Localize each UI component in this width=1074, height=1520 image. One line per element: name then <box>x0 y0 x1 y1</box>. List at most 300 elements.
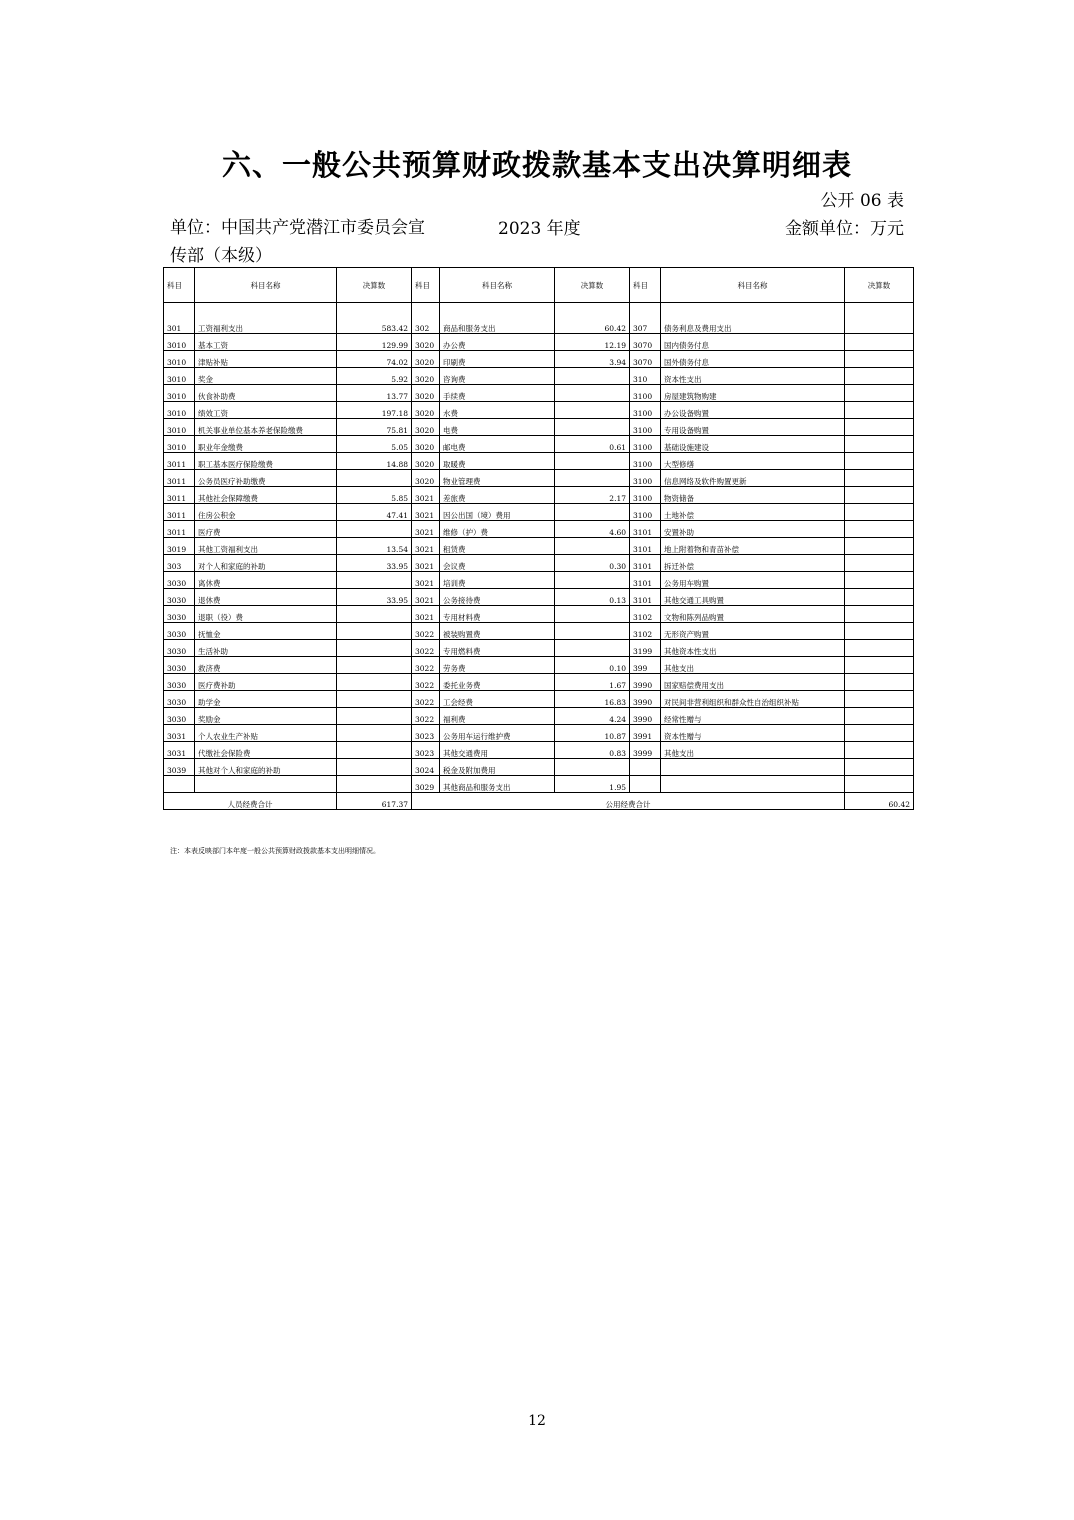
cell-value-3 <box>845 504 914 521</box>
cell-value-2 <box>555 504 630 521</box>
cell-code-2: 3020 <box>412 351 440 368</box>
cell-value-2: 0.30 <box>555 555 630 572</box>
cell-value-3 <box>845 742 914 759</box>
cell-code-1: 3019 <box>164 538 195 555</box>
cell-code-1: 3010 <box>164 419 195 436</box>
cell-code-2: 3024 <box>412 759 440 776</box>
cell-value-3 <box>845 538 914 555</box>
cell-code-2: 3020 <box>412 419 440 436</box>
cell-value-2 <box>555 453 630 470</box>
cell-value-2 <box>555 572 630 589</box>
table-row <box>164 572 914 589</box>
cell-value-3 <box>845 776 914 793</box>
cell-value-1: 5.85 <box>337 487 412 504</box>
cell-value-3 <box>845 521 914 538</box>
cell-code-3: 3100 <box>630 419 661 436</box>
cell-code-2: 3022 <box>412 674 440 691</box>
table-row <box>164 538 914 555</box>
table-row <box>164 708 914 725</box>
cell-name-3: 地上附着物和青苗补偿 <box>661 538 845 555</box>
cell-code-1: 3010 <box>164 368 195 385</box>
cell-code-3 <box>630 776 661 793</box>
cell-name-1: 住房公积金 <box>195 504 337 521</box>
cell-name-1: 救济费 <box>195 657 337 674</box>
cell-value-2 <box>555 385 630 402</box>
cell-name-2: 物业管理费 <box>440 470 555 487</box>
cell-name-2: 水费 <box>440 402 555 419</box>
cell-value-2 <box>555 402 630 419</box>
cell-code-3: 3100 <box>630 504 661 521</box>
table-row <box>164 759 914 776</box>
cell-value-3 <box>845 402 914 419</box>
table-row <box>164 504 914 521</box>
table-row <box>164 776 914 793</box>
cell-name-3: 国家赔偿费用支出 <box>661 674 845 691</box>
cell-value-2: 10.87 <box>555 725 630 742</box>
cell-code-3: 3101 <box>630 521 661 538</box>
cell-name-2: 福利费 <box>440 708 555 725</box>
cell-code-2: 3021 <box>412 521 440 538</box>
cell-value-2: 2.17 <box>555 487 630 504</box>
cell-name-1: 伙食补助费 <box>195 385 337 402</box>
cell-code-1: 303 <box>164 555 195 572</box>
table-header-row <box>164 268 914 303</box>
cell-code-2: 3020 <box>412 453 440 470</box>
cell-code-3: 307 <box>630 303 661 334</box>
cell-value-1 <box>337 674 412 691</box>
table-row <box>164 674 914 691</box>
cell-name-1: 奖金 <box>195 368 337 385</box>
cell-value-1 <box>337 640 412 657</box>
cell-name-3: 房屋建筑物购建 <box>661 385 845 402</box>
cell-value-3 <box>845 674 914 691</box>
cell-code-2: 3021 <box>412 504 440 521</box>
cell-code-3: 3102 <box>630 606 661 623</box>
header-value-1: 决算数 <box>337 268 412 303</box>
cell-code-3: 3100 <box>630 470 661 487</box>
cell-name-2: 差旅费 <box>440 487 555 504</box>
cell-code-3: 3990 <box>630 674 661 691</box>
table-row <box>164 351 914 368</box>
personnel-total-label: 人员经费合计 <box>164 793 337 810</box>
cell-code-3: 310 <box>630 368 661 385</box>
cell-name-3 <box>661 776 845 793</box>
cell-code-1: 3011 <box>164 453 195 470</box>
cell-name-1: 奖励金 <box>195 708 337 725</box>
cell-value-2 <box>555 470 630 487</box>
cell-code-3: 3101 <box>630 589 661 606</box>
header-code-3: 科目 <box>630 268 661 303</box>
cell-name-1: 工资福利支出 <box>195 303 337 334</box>
cell-code-1 <box>164 776 195 793</box>
table-row <box>164 368 914 385</box>
cell-name-1: 个人农业生产补贴 <box>195 725 337 742</box>
fiscal-year: 2023 年度 <box>498 219 581 239</box>
cell-code-1: 3031 <box>164 725 195 742</box>
cell-value-2: 4.24 <box>555 708 630 725</box>
cell-value-2: 0.10 <box>555 657 630 674</box>
cell-value-2: 4.60 <box>555 521 630 538</box>
cell-code-1: 3030 <box>164 708 195 725</box>
cell-code-1: 301 <box>164 303 195 334</box>
cell-value-2 <box>555 759 630 776</box>
cell-code-3 <box>630 759 661 776</box>
cell-name-2: 手续费 <box>440 385 555 402</box>
cell-value-3 <box>845 725 914 742</box>
unit-line-2: 传部（本级） <box>170 246 272 266</box>
cell-value-1 <box>337 776 412 793</box>
cell-code-2: 3023 <box>412 725 440 742</box>
table-row <box>164 589 914 606</box>
cell-name-2: 租赁费 <box>440 538 555 555</box>
cell-value-1 <box>337 759 412 776</box>
cell-code-1: 3031 <box>164 742 195 759</box>
cell-name-1: 退职（役）费 <box>195 606 337 623</box>
public-total-label: 公用经费合计 <box>412 793 845 810</box>
cell-name-2: 工会经费 <box>440 691 555 708</box>
cell-name-2: 公务用车运行维护费 <box>440 725 555 742</box>
cell-code-1: 3011 <box>164 504 195 521</box>
cell-value-3 <box>845 572 914 589</box>
cell-code-3: 3100 <box>630 385 661 402</box>
cell-code-3: 3101 <box>630 572 661 589</box>
cell-code-1: 3030 <box>164 623 195 640</box>
cell-value-2 <box>555 419 630 436</box>
cell-value-3 <box>845 334 914 351</box>
cell-name-1: 生活补助 <box>195 640 337 657</box>
cell-value-2: 3.94 <box>555 351 630 368</box>
cell-name-2: 专用燃料费 <box>440 640 555 657</box>
cell-name-1: 绩效工资 <box>195 402 337 419</box>
cell-value-3 <box>845 589 914 606</box>
cell-value-1: 197.18 <box>337 402 412 419</box>
cell-name-3: 专用设备购置 <box>661 419 845 436</box>
cell-name-3: 公务用车购置 <box>661 572 845 589</box>
cell-value-2 <box>555 623 630 640</box>
cell-name-3: 办公设备购置 <box>661 402 845 419</box>
cell-value-3 <box>845 419 914 436</box>
cell-code-3: 3102 <box>630 623 661 640</box>
cell-code-1: 3030 <box>164 640 195 657</box>
header-value-2: 决算数 <box>555 268 630 303</box>
cell-code-1: 3011 <box>164 521 195 538</box>
cell-name-3 <box>661 759 845 776</box>
cell-name-3: 无形资产购置 <box>661 623 845 640</box>
cell-code-1: 3010 <box>164 334 195 351</box>
cell-name-3: 其他交通工具购置 <box>661 589 845 606</box>
table-row <box>164 402 914 419</box>
cell-code-2: 3022 <box>412 691 440 708</box>
cell-value-1: 13.54 <box>337 538 412 555</box>
cell-value-1: 13.77 <box>337 385 412 402</box>
cell-value-3 <box>845 368 914 385</box>
cell-name-1: 对个人和家庭的补助 <box>195 555 337 572</box>
table-row <box>164 334 914 351</box>
cell-value-2: 0.13 <box>555 589 630 606</box>
personnel-total-value: 617.37 <box>337 793 412 810</box>
cell-code-1: 3010 <box>164 402 195 419</box>
cell-code-2: 3020 <box>412 385 440 402</box>
cell-value-2 <box>555 538 630 555</box>
cell-code-1: 3010 <box>164 385 195 402</box>
cell-name-1: 公务员医疗补助缴费 <box>195 470 337 487</box>
cell-code-1: 3010 <box>164 351 195 368</box>
cell-name-2: 委托业务费 <box>440 674 555 691</box>
table-row <box>164 742 914 759</box>
cell-code-1: 3030 <box>164 606 195 623</box>
cell-value-3 <box>845 640 914 657</box>
table-row <box>164 385 914 402</box>
cell-value-1 <box>337 725 412 742</box>
cell-value-1 <box>337 708 412 725</box>
cell-name-1: 抚恤金 <box>195 623 337 640</box>
cell-value-1: 583.42 <box>337 303 412 334</box>
cell-name-2: 专用材料费 <box>440 606 555 623</box>
cell-code-3: 3991 <box>630 725 661 742</box>
cell-name-3: 国外债务付息 <box>661 351 845 368</box>
table-row <box>164 436 914 453</box>
cell-name-3: 对民间非营利组织和群众性自治组织补贴 <box>661 691 845 708</box>
table-note: 注：本表反映部门本年度一般公共预算财政拨款基本支出明细情况。 <box>170 847 380 855</box>
cell-code-2: 3020 <box>412 368 440 385</box>
cell-name-1: 职工基本医疗保险缴费 <box>195 453 337 470</box>
form-number: 公开 06 表 <box>820 191 904 211</box>
cell-code-3: 3070 <box>630 334 661 351</box>
cell-code-3: 3100 <box>630 487 661 504</box>
cell-value-2 <box>555 606 630 623</box>
cell-name-2: 咨询费 <box>440 368 555 385</box>
cell-value-1: 33.95 <box>337 555 412 572</box>
cell-name-3: 国内债务付息 <box>661 334 845 351</box>
cell-name-2: 其他商品和服务支出 <box>440 776 555 793</box>
cell-name-2: 公务接待费 <box>440 589 555 606</box>
unit-line-1: 单位：中国共产党潜江市委员会宣 <box>170 218 425 238</box>
cell-name-2: 办公费 <box>440 334 555 351</box>
cell-name-3: 基础设施建设 <box>661 436 845 453</box>
table-row <box>164 623 914 640</box>
cell-value-1 <box>337 691 412 708</box>
cell-code-1: 3030 <box>164 572 195 589</box>
table-body <box>164 303 914 793</box>
cell-name-2: 因公出国（境）费用 <box>440 504 555 521</box>
header-code-1: 科目 <box>164 268 195 303</box>
cell-value-1 <box>337 657 412 674</box>
cell-code-2: 3022 <box>412 657 440 674</box>
table-row <box>164 691 914 708</box>
cell-value-1: 33.95 <box>337 589 412 606</box>
table-row <box>164 487 914 504</box>
table-row <box>164 555 914 572</box>
cell-code-1: 3030 <box>164 657 195 674</box>
cell-name-1: 医疗费补助 <box>195 674 337 691</box>
cell-value-2: 60.42 <box>555 303 630 334</box>
cell-code-2: 302 <box>412 303 440 334</box>
cell-value-3 <box>845 606 914 623</box>
cell-code-1: 3010 <box>164 436 195 453</box>
cell-code-2: 3023 <box>412 742 440 759</box>
cell-value-1: 5.05 <box>337 436 412 453</box>
cell-name-3: 资本性赠与 <box>661 725 845 742</box>
header-value-3: 决算数 <box>845 268 914 303</box>
cell-value-2: 12.19 <box>555 334 630 351</box>
cell-value-1 <box>337 521 412 538</box>
cell-name-2: 会议费 <box>440 555 555 572</box>
header-name-1: 科目名称 <box>195 268 337 303</box>
cell-value-1: 129.99 <box>337 334 412 351</box>
table-row <box>164 470 914 487</box>
header-name-2: 科目名称 <box>440 268 555 303</box>
cell-name-1: 机关事业单位基本养老保险缴费 <box>195 419 337 436</box>
cell-code-2: 3021 <box>412 589 440 606</box>
cell-code-2: 3021 <box>412 555 440 572</box>
header-name-3: 科目名称 <box>661 268 845 303</box>
cell-value-1 <box>337 572 412 589</box>
cell-value-2 <box>555 640 630 657</box>
cell-value-1: 75.81 <box>337 419 412 436</box>
amount-unit: 金额单位：万元 <box>785 219 904 239</box>
cell-name-2: 取暖费 <box>440 453 555 470</box>
cell-value-2: 0.61 <box>555 436 630 453</box>
cell-name-1: 津贴补贴 <box>195 351 337 368</box>
cell-name-2: 税金及附加费用 <box>440 759 555 776</box>
table-row <box>164 453 914 470</box>
page-number: 12 <box>528 1413 546 1429</box>
cell-code-2: 3029 <box>412 776 440 793</box>
public-total-value: 60.42 <box>845 793 914 810</box>
cell-code-3: 3101 <box>630 555 661 572</box>
cell-code-2: 3021 <box>412 538 440 555</box>
cell-name-3: 其他支出 <box>661 657 845 674</box>
cell-name-2: 维修（护）费 <box>440 521 555 538</box>
cell-value-2: 1.67 <box>555 674 630 691</box>
cell-name-3: 信息网络及软件购置更新 <box>661 470 845 487</box>
cell-value-3 <box>845 691 914 708</box>
cell-value-3 <box>845 470 914 487</box>
cell-name-3: 其他支出 <box>661 742 845 759</box>
cell-name-2: 其他交通费用 <box>440 742 555 759</box>
cell-code-3: 3990 <box>630 691 661 708</box>
cell-value-1 <box>337 606 412 623</box>
cell-value-3 <box>845 453 914 470</box>
cell-name-3: 安置补助 <box>661 521 845 538</box>
cell-code-2: 3020 <box>412 402 440 419</box>
table-row <box>164 521 914 538</box>
cell-name-1: 职业年金缴费 <box>195 436 337 453</box>
cell-value-1: 5.92 <box>337 368 412 385</box>
cell-value-3 <box>845 303 914 334</box>
table-row <box>164 657 914 674</box>
cell-code-2: 3022 <box>412 623 440 640</box>
cell-value-3 <box>845 708 914 725</box>
cell-code-2: 3020 <box>412 334 440 351</box>
cell-value-1 <box>337 742 412 759</box>
cell-value-1: 14.88 <box>337 453 412 470</box>
cell-code-1: 3030 <box>164 674 195 691</box>
cell-code-3: 3100 <box>630 453 661 470</box>
cell-name-1: 其他社会保障缴费 <box>195 487 337 504</box>
cell-code-2: 3022 <box>412 708 440 725</box>
cell-code-2: 3022 <box>412 640 440 657</box>
expenditure-table <box>163 267 914 810</box>
cell-value-1: 74.02 <box>337 351 412 368</box>
table-row <box>164 606 914 623</box>
cell-value-1 <box>337 623 412 640</box>
cell-name-2: 被装购置费 <box>440 623 555 640</box>
cell-name-2: 劳务费 <box>440 657 555 674</box>
cell-code-2: 3020 <box>412 436 440 453</box>
cell-code-2: 3021 <box>412 572 440 589</box>
cell-value-3 <box>845 555 914 572</box>
cell-code-3: 3070 <box>630 351 661 368</box>
cell-name-1: 其他对个人和家庭的补助 <box>195 759 337 776</box>
page-title: 六、一般公共预算财政拨款基本支出决算明细表 <box>221 148 852 182</box>
cell-name-1: 离休费 <box>195 572 337 589</box>
cell-code-3: 3999 <box>630 742 661 759</box>
cell-name-3: 物资储备 <box>661 487 845 504</box>
cell-name-1: 基本工资 <box>195 334 337 351</box>
header-code-2: 科目 <box>412 268 440 303</box>
cell-code-3: 399 <box>630 657 661 674</box>
cell-name-1 <box>195 776 337 793</box>
cell-name-2: 印刷费 <box>440 351 555 368</box>
cell-name-1: 退休费 <box>195 589 337 606</box>
cell-code-3: 3199 <box>630 640 661 657</box>
cell-code-1: 3011 <box>164 487 195 504</box>
cell-name-1: 医疗费 <box>195 521 337 538</box>
cell-name-3: 其他资本性支出 <box>661 640 845 657</box>
cell-code-2: 3020 <box>412 470 440 487</box>
unit-name <box>170 214 425 270</box>
cell-name-3: 文物和陈列品购置 <box>661 606 845 623</box>
cell-code-1: 3039 <box>164 759 195 776</box>
cell-name-3: 资本性支出 <box>661 368 845 385</box>
cell-name-3: 土地补偿 <box>661 504 845 521</box>
cell-name-3: 经常性赠与 <box>661 708 845 725</box>
cell-code-3: 3100 <box>630 402 661 419</box>
cell-name-1: 代缴社会保险费 <box>195 742 337 759</box>
cell-code-1: 3011 <box>164 470 195 487</box>
cell-name-3: 债务利息及费用支出 <box>661 303 845 334</box>
cell-code-2: 3021 <box>412 606 440 623</box>
table-row <box>164 419 914 436</box>
cell-value-3 <box>845 759 914 776</box>
cell-value-3 <box>845 436 914 453</box>
table-row <box>164 303 914 334</box>
cell-name-2: 培训费 <box>440 572 555 589</box>
cell-value-2: 16.83 <box>555 691 630 708</box>
cell-code-3: 3100 <box>630 436 661 453</box>
cell-name-3: 大型修缮 <box>661 453 845 470</box>
cell-value-2: 0.83 <box>555 742 630 759</box>
cell-name-1: 其他工资福利支出 <box>195 538 337 555</box>
cell-name-3: 拆迁补偿 <box>661 555 845 572</box>
cell-code-1: 3030 <box>164 691 195 708</box>
cell-value-3 <box>845 623 914 640</box>
cell-value-2 <box>555 368 630 385</box>
table-row <box>164 640 914 657</box>
cell-value-1 <box>337 470 412 487</box>
cell-code-2: 3021 <box>412 487 440 504</box>
table-row <box>164 725 914 742</box>
cell-code-1: 3030 <box>164 589 195 606</box>
cell-name-2: 电费 <box>440 419 555 436</box>
cell-value-3 <box>845 657 914 674</box>
cell-value-1: 47.41 <box>337 504 412 521</box>
cell-value-3 <box>845 487 914 504</box>
cell-value-3 <box>845 385 914 402</box>
cell-value-3 <box>845 351 914 368</box>
cell-name-1: 助学金 <box>195 691 337 708</box>
